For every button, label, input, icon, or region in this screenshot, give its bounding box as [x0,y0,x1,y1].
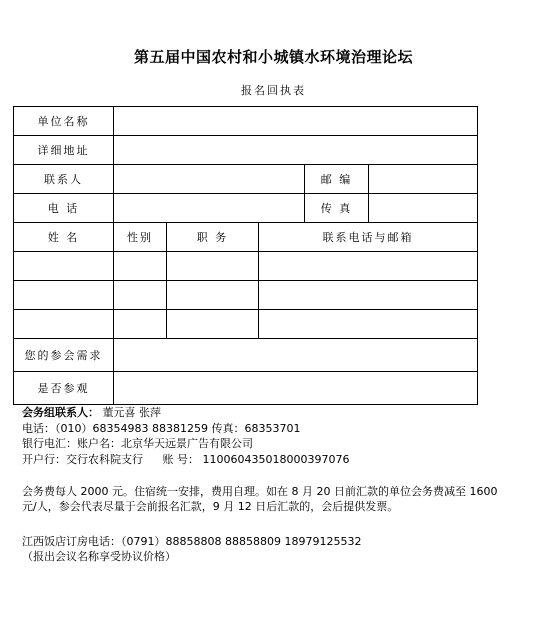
row-unit-name [14,107,478,136]
fax-field[interactable] [369,194,478,223]
hotel-note: （报出会议名称享受协议价格） [22,550,176,563]
attendee-position-cell[interactable] [167,252,259,281]
attendee-name-cell[interactable] [14,252,114,281]
account-label: 账 号： [162,453,199,466]
tel-line: 电话：（010）68354983 88381259 传真：68353701 [22,422,301,435]
fee-line-2: 元/人，参会代表尽量于会前报名汇款，9 月 12 日后汇款的，会后提供发票。 [22,500,399,513]
bank-line: 银行电汇：账户名：北京华天远景广告有限公司 [22,437,253,450]
visit-field[interactable] [114,372,478,405]
needs-label: 您的参会需求 [14,339,114,372]
attendee-position-cell[interactable] [167,310,259,339]
bank-branch: 开户行：交行农科院支行 [22,453,143,466]
row-attendee-header [14,223,478,252]
hotel-phone-line: 江西饭店订房电话：（0791）88858808 88858809 18979125532 [22,535,362,548]
attendee-row [14,310,478,339]
contact-field[interactable] [114,165,305,194]
attendee-name-cell[interactable] [14,281,114,310]
account-number: 110060435018000397076 [202,453,350,466]
attendee-contact-cell[interactable] [259,310,478,339]
attendee-contact-cell[interactable] [259,281,478,310]
row-contact [14,165,478,194]
attendee-row [14,252,478,281]
attendee-name-cell[interactable] [14,310,114,339]
row-visit [14,372,478,405]
registration-form-table [13,106,478,405]
header-name: 姓 名 [14,223,114,252]
row-phone [14,194,478,223]
attendee-gender-cell[interactable] [114,252,167,281]
unit-name-field[interactable] [114,107,478,136]
postcode-field[interactable] [369,165,478,194]
fee-line-1: 会务费每人 2000 元。住宿统一安排，费用自理。如在 8 月 20 日前汇款的单位会务费减至 1600 [22,485,498,498]
address-label: 详细地址 [14,136,114,165]
phone-label: 电 话 [14,194,114,223]
address-field[interactable] [114,136,478,165]
attendee-row [14,281,478,310]
row-address [14,136,478,165]
attendee-contact-cell[interactable] [259,252,478,281]
contacts-names: 董元喜 张萍 [102,406,161,419]
page-subtitle: 报名回执表 [241,84,306,97]
page-title: 第五届中国农村和小城镇水环境治理论坛 [133,48,413,66]
attendee-position-cell[interactable] [167,281,259,310]
contact-label: 联系人 [14,165,114,194]
unit-name-label: 单位名称 [14,107,114,136]
visit-label: 是否参观 [14,372,114,405]
postcode-label: 邮 编 [305,165,369,194]
bank-account-line [22,451,349,467]
header-contact: 联系电话与邮箱 [259,223,478,252]
fax-label: 传 真 [305,194,369,223]
attendee-gender-cell[interactable] [114,281,167,310]
contacts-label: 会务组联系人： [22,406,99,419]
phone-field[interactable] [114,194,305,223]
attendee-gender-cell[interactable] [114,310,167,339]
header-position: 职 务 [167,223,259,252]
contacts-line [22,404,161,420]
needs-field[interactable] [114,339,478,372]
header-gender: 性别 [114,223,167,252]
row-needs [14,339,478,372]
